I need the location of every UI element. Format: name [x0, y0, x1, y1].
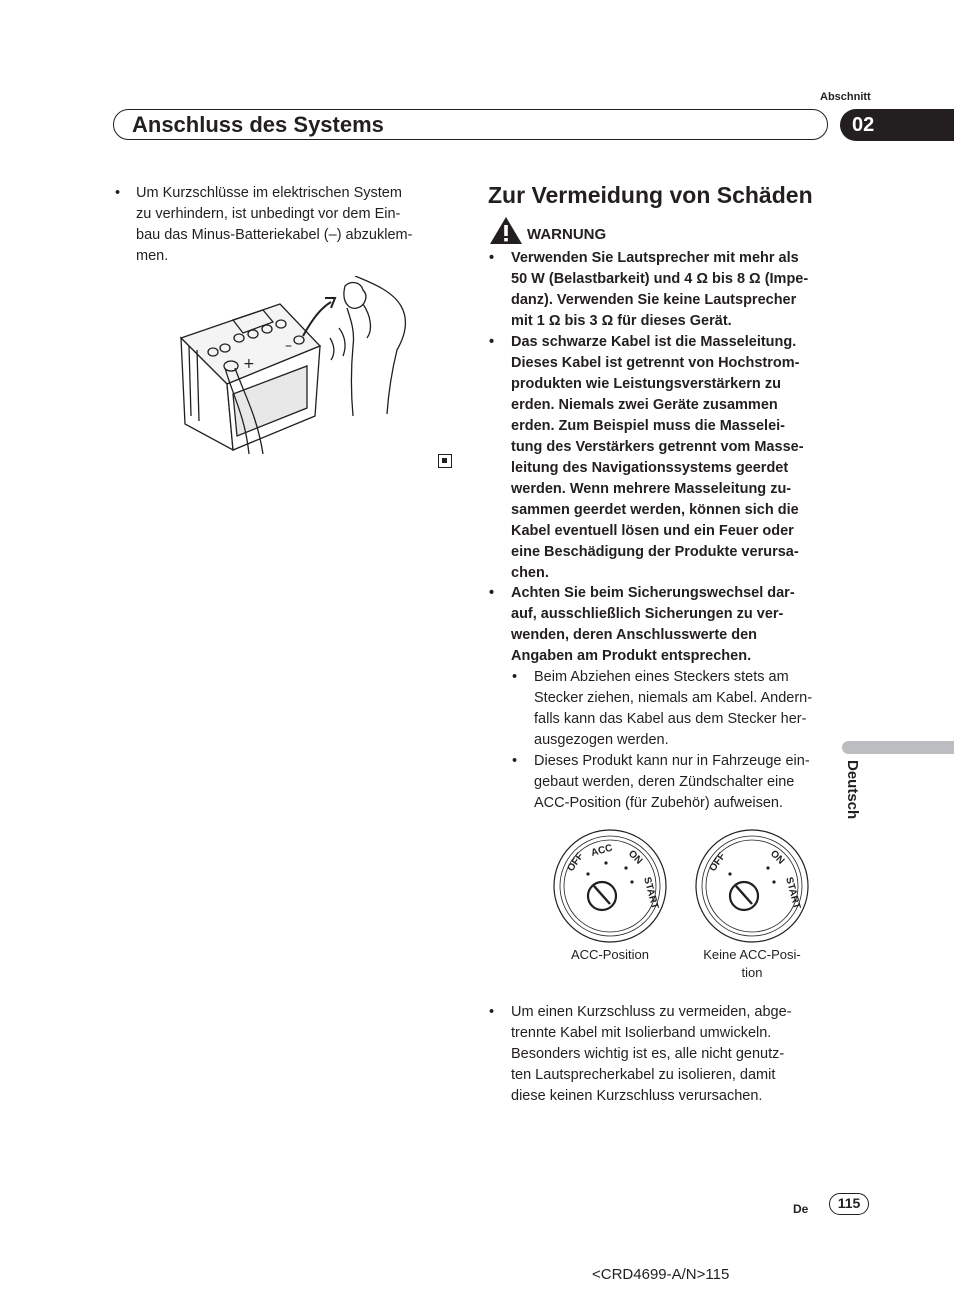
warning-item-2: Das schwarze Kabel ist die Masseleitung. Dieses Kabel ist getrennt von Hochstrom- produkten wie Leistungsverstärkern zu erden. Niemals zwei Geräte zusammen erden. Zum Beispiel muss die Masselei- tung des Verstärkers getrennt vom Masse- leitung des Navigationssystems geerdet werden. Wenn mehrere Masseleitung zu- sammen geerdet werden, können sich die Kabel eventuell lösen und ein Feuer oder eine Beschädigung der Produkte verursa- chen. [511, 334, 804, 581]
end-of-section-icon [438, 454, 452, 468]
bullet-dot: • [489, 334, 495, 350]
svg-text:+: + [243, 356, 255, 372]
ignition-label-off: OFF [707, 851, 728, 874]
bullet-dot: • [489, 1004, 495, 1020]
warning-triangle-icon [489, 216, 523, 245]
bullet-dot: • [512, 753, 518, 769]
bullet-dot: • [512, 669, 518, 685]
document-code: <CRD4699-A/N>115 [592, 1266, 730, 1283]
left-bullet-text [136, 183, 456, 267]
language-tab [842, 741, 954, 754]
section-label: Abschnitt [820, 91, 871, 103]
warning-label: WARNUNG [527, 226, 607, 243]
warning-item-1: Verwenden Sie Lautsprecher mit mehr als 50 W (Belastbarkeit) und 4 Ω bis 8 Ω (Impe- danz). Verwenden Sie keine Lautsprecher mit 1 Ω bis 3 Ω für dieses Gerät. [511, 250, 809, 329]
left-bullet-line-4: men. [136, 248, 169, 264]
bullet-dot: • [489, 250, 495, 266]
section-number: 02 [852, 114, 875, 136]
left-bullet-line-3: bau das Minus-Batteriekabel (–) abzuklem- [136, 227, 413, 243]
left-bullet-line-1: Um Kurzschlüsse im elektrischen System [136, 185, 402, 201]
battery-disconnect-illustration [175, 276, 420, 456]
warning-item-3: Achten Sie beim Sicherungswechsel dar- auf, ausschließlich Sicherungen zu ver- wenden, deren Anschlusswerte den Angaben am Produkt entsprechen. [511, 585, 795, 664]
sub-bullet-2: Dieses Produkt kann nur in Fahrzeuge ein- gebaut werden, deren Zündschalter eine ACC-Position (für Zubehör) aufweisen. [534, 753, 810, 811]
ignition-label-off: OFF [565, 851, 586, 874]
bullet-dot: • [489, 585, 495, 601]
ignition-label-start: START [783, 875, 803, 911]
ignition-label-acc: ACC [589, 842, 614, 859]
last-bullet: Um einen Kurzschluss zu vermeiden, abge- trennte Kabel mit Isolierband umwickeln. Besonders wichtig ist es, alle nicht genutz- ten Lautsprecherkabel zu isolieren, damit diese keinen Kurzschluss verursachen. [511, 1004, 792, 1104]
ignition-label-on: ON [767, 848, 787, 867]
page-title: Anschluss des Systems [132, 112, 384, 137]
caption-no-acc-line-1: Keine ACC-Posi- [703, 947, 801, 962]
page-number: 115 [829, 1193, 869, 1215]
ignition-acc-illustration [552, 826, 672, 944]
section-heading: Zur Vermeidung von Schäden [488, 182, 813, 208]
svg-text:–: – [285, 338, 292, 354]
language-label: Deutsch [844, 760, 861, 820]
left-bullet-line-2: zu verhindern, ist unbedingt vor dem Ein- [136, 206, 401, 222]
ignition-no-acc-illustration [694, 826, 814, 944]
caption-no-acc-position [692, 946, 812, 982]
caption-acc-position: ACC-Position [570, 947, 650, 962]
sub-bullet-1: Beim Abziehen eines Steckers stets am Stecker ziehen, niemals am Kabel. Andern- falls kann das Kabel aus dem Stecker her- ausgezogen werden. [534, 669, 813, 748]
caption-no-acc-line-2: tion [741, 965, 763, 980]
footer-language-code: De [793, 1202, 809, 1216]
ignition-label-start: START [641, 875, 661, 911]
bullet-dot: • [115, 185, 121, 201]
ignition-label-on: ON [625, 848, 645, 867]
